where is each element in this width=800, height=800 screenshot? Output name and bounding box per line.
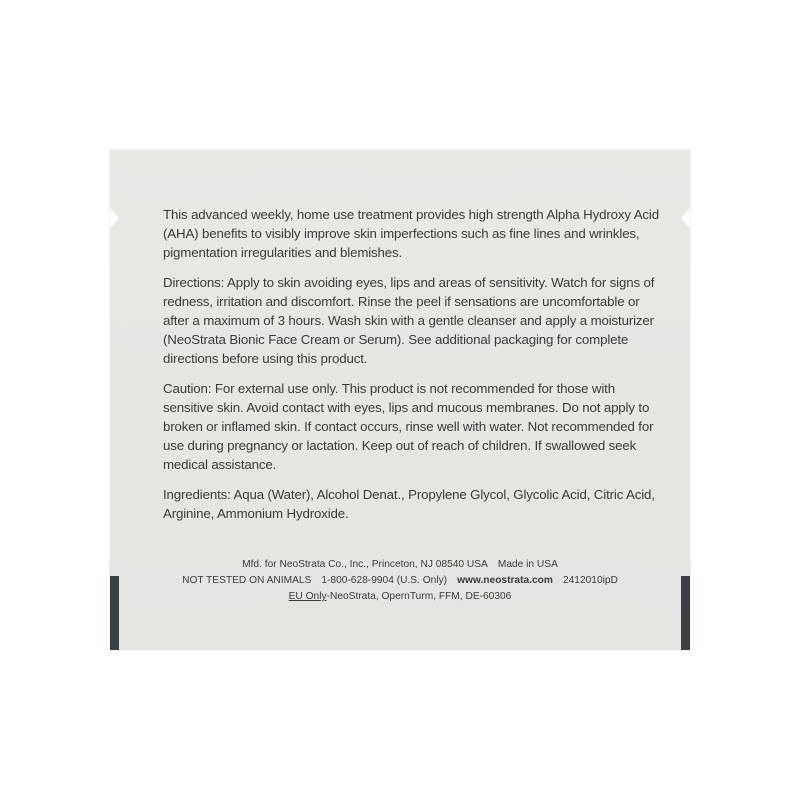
seal-edge-left	[110, 576, 119, 650]
label-text	[163, 206, 663, 536]
directions-paragraph	[163, 274, 663, 368]
footer-row-3	[150, 589, 650, 605]
manufacturer-info	[150, 557, 650, 605]
tear-notch-left	[110, 208, 119, 228]
phone-text: 1-800-628-9904 (U.S. Only)	[321, 575, 448, 586]
caution-text: For external use only. This product is not recommended for those with sensitive skin. Avoid contact with eyes, lips and mucous membranes. Do not apply to broken or inflamed skin. If contact occurs, rinse well with water. Not recommended for use during pregnancy or lactation. Keep out of reach of children. If swallowed seek medical assistance.	[163, 381, 654, 472]
directions-text: Apply to skin avoiding eyes, lips and areas of sensitivity. Watch for signs of redness, irritation and discomfort. Rinse the peel if sensations are uncomfortable or after a maximum of 3 hours. Wash skin with a gentle cleanser and apply a moisturizer (NeoStrata Bionic Face Cream or Serum). See additional packaging for complete directions before using this product.	[163, 275, 655, 366]
caution-paragraph	[163, 380, 663, 474]
directions-label: Directions:	[163, 275, 225, 291]
caution-label: Caution:	[163, 381, 212, 397]
intro-paragraph: This advanced weekly, home use treatment provides high strength Alpha Hydroxy Acid (AHA) benefits to visibly improve skin imperfections such as fine lines and wrinkles, pigmentation irregularities and blemishes.	[163, 207, 659, 260]
manufacturer-text: Mfd. for NeoStrata Co., Inc., Princeton, NJ 08540 USA	[242, 559, 488, 570]
tear-notch-right	[681, 208, 690, 228]
footer-row-1	[150, 557, 650, 573]
footer-row-2	[150, 573, 650, 589]
ingredients-paragraph	[163, 486, 663, 524]
seal-edge-right	[681, 576, 690, 650]
made-in-text: Made in USA	[497, 559, 558, 570]
ingredients-label: Ingredients:	[163, 487, 231, 503]
ingredients-text: Aqua (Water), Alcohol Denat., Propylene Glycol, Glycolic Acid, Citric Acid, Arginine, Ammonium Hydroxide.	[163, 487, 655, 522]
not-tested-text: NOT TESTED ON ANIMALS	[182, 575, 312, 586]
website-text: www.neostrata.com	[457, 575, 553, 586]
batch-code: 2412010ipD	[562, 575, 618, 586]
eu-address: -NeoStrata, OpernTurm, FFM, DE-60306	[326, 591, 512, 602]
eu-label: EU Only	[288, 591, 327, 602]
